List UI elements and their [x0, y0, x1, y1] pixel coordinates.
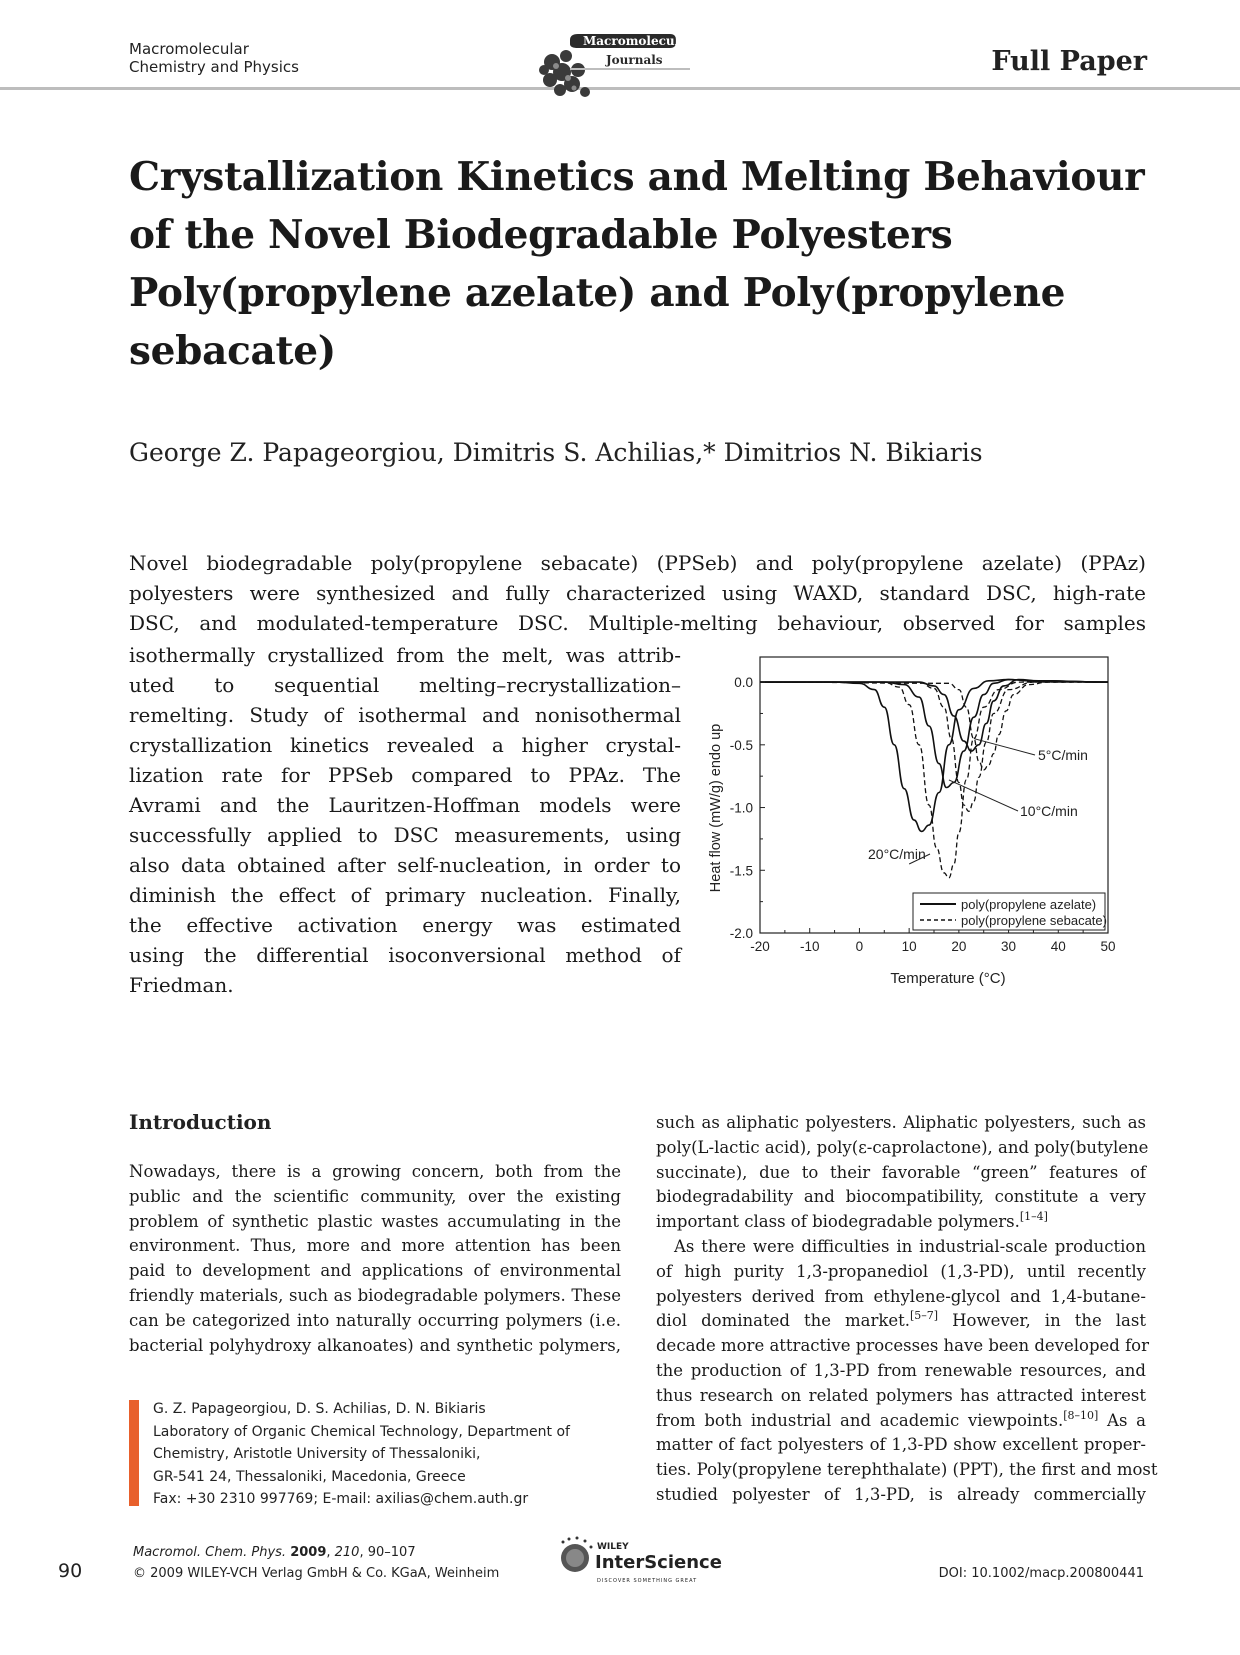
body-line: [656, 1309, 1146, 1334]
body-line: [656, 1210, 1146, 1235]
page-number: 90: [58, 1560, 83, 1582]
abstract-line: successfully applied to DSC measurements, using: [129, 823, 681, 847]
plot-area-frame: [760, 657, 1108, 933]
body-text: important class of biodegradable polymers.: [656, 1212, 1020, 1232]
chart-series-group: [760, 680, 1108, 878]
annotation-pointer-10c: [949, 780, 1018, 811]
body-line: such as aliphatic polyesters. Aliphatic polyesters, such as: [656, 1113, 1146, 1132]
body-line: biodegradability and biocompatibility, constitute a very: [656, 1187, 1146, 1207]
body-line: problem of synthetic plastic wastes accumulating in the: [129, 1211, 621, 1231]
logo-text-line2: Journals: [606, 53, 663, 67]
citation-pages: , 90–107: [359, 1545, 416, 1560]
body-line: paid to development and applications of environmental: [129, 1261, 621, 1281]
journal-name-line1: Macromolecular: [129, 40, 249, 58]
author-affiliation: [129, 1398, 649, 1508]
wiley-interscience-logo: [555, 1532, 735, 1594]
legend-label-sebacate: poly(propylene sebacate): [961, 913, 1107, 928]
interscience-tagline: DISCOVER SOMETHING GREAT: [597, 1578, 698, 1584]
article-title: [129, 148, 1149, 380]
x-tick-label: -10: [799, 939, 820, 954]
x-tick-label: 50: [1100, 939, 1116, 954]
affiliation-line-contact[interactable]: Fax: +30 2310 997769; E-mail: axilias@chem.auth.gr: [153, 1491, 529, 1507]
affiliation-line: G. Z. Papageorgiou, D. S. Achilias, D. N. Bikiaris: [153, 1401, 486, 1417]
chart-legend: [913, 893, 1107, 930]
title-line: Poly(propylene azelate) and Poly(propylene: [129, 270, 1066, 316]
abstract-line: also data obtained after self-nucleation, in order to: [129, 853, 681, 877]
body-text: from both industrial and academic viewpoints.: [656, 1410, 1064, 1430]
body-line: the production of 1,3-PD from renewable resources, and: [656, 1360, 1146, 1380]
intro-right-column: [656, 1111, 1158, 1508]
x-tick-label: 0: [855, 939, 864, 954]
citation-ref[interactable]: [1–4]: [1019, 1210, 1048, 1224]
body-line: decade more attractive processes have been developed for: [656, 1336, 1150, 1356]
abstract-line: Novel biodegradable poly(propylene sebacate) (PPSeb) and poly(propylene azelate) (PPAz): [129, 551, 1146, 575]
abstract-line: using the differential isoconversional method of: [129, 943, 681, 967]
citation-ref[interactable]: [8–10]: [1063, 1408, 1099, 1422]
section-label: Full Paper: [991, 46, 1147, 77]
body-line: public and the scientific community, over the existing: [129, 1186, 621, 1206]
copyright-line: © 2009 WILEY-VCH Verlag GmbH & Co. KGaA, Weinheim: [133, 1566, 500, 1581]
body-text: As a: [1098, 1410, 1146, 1430]
title-line: Crystallization Kinetics and Melting Behaviour: [129, 154, 1145, 200]
abstract-line: polyesters were synthesized and fully characterized using WAXD, standard DSC, high-rate: [129, 581, 1146, 605]
journal-name: [129, 40, 299, 76]
citation-ref[interactable]: [5–7]: [910, 1309, 939, 1323]
abstract-line: the effective activation energy was estimated: [129, 913, 681, 937]
y-tick-label: -2.0: [729, 926, 753, 941]
annotation-10c: 10°C/min: [1020, 803, 1078, 819]
annotation-20c: 20°C/min: [868, 846, 926, 862]
affiliation-line: GR-541 24, Thessaloniki, Macedonia, Greece: [153, 1468, 466, 1485]
chart-frame: [760, 657, 1108, 933]
citation-volume: 210: [334, 1545, 360, 1560]
abstract-line: lization rate for PPSeb compared to PPAz. The: [129, 763, 681, 787]
intro-left-column: [129, 1160, 621, 1358]
affiliation-line: Laboratory of Organic Chemical Technology, Department of: [153, 1423, 570, 1440]
x-tick-label: 40: [1050, 939, 1066, 954]
journal-name-line2: Chemistry and Physics: [129, 58, 299, 76]
x-tick-label: 20: [951, 939, 967, 954]
abstract-line: DSC, and modulated-temperature DSC. Multiple-melting behaviour, observed for samples: [129, 611, 1146, 635]
x-tick-label: 30: [1001, 939, 1017, 954]
body-line: can be categorized into naturally occurring polymers (i.e.: [129, 1310, 621, 1330]
affiliation-line: Chemistry, Aristotle University of Thessaloniki,: [153, 1446, 481, 1462]
citation-line: Macromol. Chem. Phys. 2009, 210, 90–107: [133, 1545, 416, 1560]
body-line: poly(L-lactic acid), poly(ε-caprolactone), and poly(butylene: [656, 1137, 1149, 1157]
abstract-line: Friedman.: [129, 973, 234, 997]
body-line: thus research on related polymers has attracted interest: [656, 1385, 1146, 1405]
series-line-azelate-1: [760, 680, 1108, 788]
x-tick-label: -20: [750, 939, 770, 954]
citation-year: 2009: [290, 1545, 327, 1560]
body-line: polyesters derived from ethylene-glycol and 1,4-butane-: [656, 1286, 1146, 1306]
body-text: However, in the last: [938, 1311, 1146, 1331]
body-text: diol dominated the market.: [656, 1311, 911, 1331]
body-line: Nowadays, there is a growing concern, both from the: [129, 1162, 621, 1181]
abstract-line: uted to sequential melting–recrystallization–: [129, 673, 681, 697]
abstract-top: [129, 548, 1146, 638]
chart-xlabel: Temperature (°C): [890, 970, 1006, 987]
affiliation-accent-bar: [129, 1400, 139, 1506]
abstract-line: isothermally crystallized from the melt, was attrib-: [129, 643, 681, 667]
body-line: [656, 1409, 1146, 1434]
body-line: succinate), due to their favorable “green” features of: [656, 1162, 1146, 1182]
abstract-line: diminish the effect of primary nucleation. Finally,: [129, 883, 681, 907]
abstract-line: remelting. Study of isothermal and nonisothermal: [129, 703, 681, 727]
author-list: George Z. Papageorgiou, Dimitris S. Achilias,* Dimitrios N. Bikiaris: [129, 438, 983, 467]
body-line: As there were difficulties in industrial-scale production: [674, 1236, 1146, 1256]
affiliation-text: [153, 1398, 570, 1511]
wiley-label: WILEY: [597, 1542, 629, 1552]
citation-journal: Macromol. Chem. Phys.: [133, 1545, 287, 1560]
dsc-chart: [680, 645, 1150, 995]
macromolecular-journals-logo: [530, 22, 730, 104]
body-line: of high purity 1,3-propanediol (1,3-PD), until recently: [656, 1261, 1146, 1281]
body-line: friendly materials, such as biodegradable polymers. These: [129, 1285, 621, 1305]
abstract-line: crystallization kinetics revealed a higher crystal-: [129, 733, 681, 757]
y-tick-label: 0.0: [734, 675, 753, 691]
title-line: of the Novel Biodegradable Polyesters: [129, 212, 953, 258]
abstract-line: Avrami and the Lauritzen-Hoffman models were: [129, 793, 681, 817]
title-line: sebacate): [129, 328, 336, 374]
section-heading-introduction: Introduction: [129, 1110, 272, 1134]
y-tick-label: -1.0: [729, 800, 753, 816]
abstract-left: [129, 640, 681, 1000]
body-line: matter of fact polyesters of 1,3-PD show excellent proper-: [656, 1435, 1146, 1455]
body-line: studied polyester of 1,3-PD, is already commercially: [656, 1484, 1146, 1504]
y-tick-label: -0.5: [729, 737, 753, 753]
y-tick-label: -1.5: [729, 863, 753, 879]
footer-citation: [133, 1542, 499, 1584]
body-line: environment. Thus, more and more attention has been: [129, 1236, 621, 1256]
x-tick-label: 10: [901, 939, 917, 954]
annotation-5c: 5°C/min: [1038, 747, 1088, 763]
legend-label-azelate: poly(propylene azelate): [961, 897, 1097, 912]
series-line-sebacate-3: [760, 682, 1108, 878]
interscience-label: InterScience: [595, 1552, 722, 1573]
body-line: ties. Poly(propylene terephthalate) (PPT), the first and most: [656, 1460, 1158, 1480]
doi[interactable]: DOI: 10.1002/macp.200800441: [938, 1566, 1144, 1581]
body-line: bacterial polyhydroxy alkanoates) and synthetic polymers,: [129, 1335, 621, 1355]
chart-ylabel: Heat flow (mW/g) endo up: [708, 723, 724, 893]
logo-text-line1: Macromolecular: [583, 34, 694, 48]
